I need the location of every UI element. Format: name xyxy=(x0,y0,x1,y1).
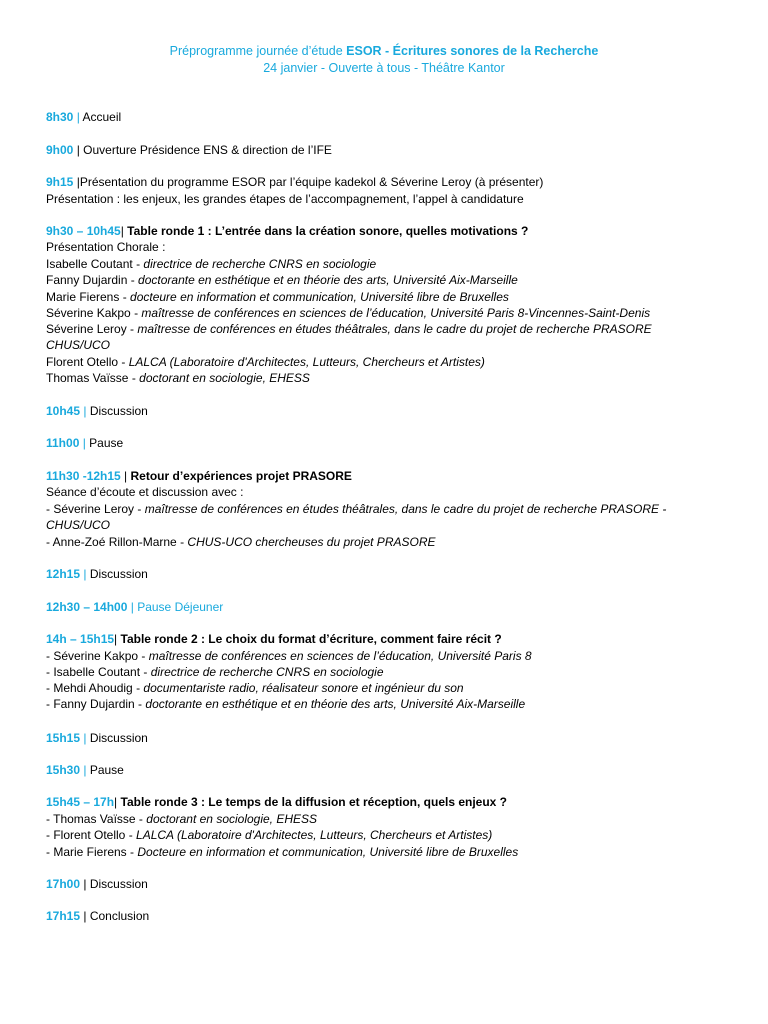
title-esor: ESOR xyxy=(346,44,382,58)
slot-retour-experiences xyxy=(46,468,352,484)
slot-pause-dejeuner xyxy=(46,599,223,615)
slot-time: 17h00 xyxy=(46,877,81,891)
speaker-line xyxy=(46,534,436,550)
speaker-line xyxy=(46,664,384,680)
slot-time: 11h00 xyxy=(46,436,80,450)
speaker-role: maîtresse de conférences en études théâtrales, dans le cadre du projet de recherche PRASORE xyxy=(137,322,652,336)
speaker-line xyxy=(46,844,518,860)
speaker-role: doctorante en esthétique et en théorie des arts, Université Aix-Marseille xyxy=(145,697,526,711)
speaker-role: doctorant en sociologie, EHESS xyxy=(146,812,318,826)
speaker-role: documentariste radio, réalisateur sonore et ingénieur du son xyxy=(143,681,464,695)
speaker-role: directrice de recherche CNRS en sociologie xyxy=(150,665,384,679)
speaker-role: directrice de recherche CNRS en sociologie xyxy=(143,257,377,271)
slot-separator: | xyxy=(79,436,90,450)
slot-label: Ouverture Présidence ENS & direction de l’IFE xyxy=(83,143,332,157)
speaker-dash: - xyxy=(119,290,131,304)
slot-conclusion xyxy=(46,908,149,924)
speaker-name: - Thomas Vaïsse xyxy=(46,812,136,826)
speaker-dash: - xyxy=(135,812,147,826)
slot-separator: | xyxy=(80,404,90,418)
speaker-role: maîtresse de conférences en sciences de l’éducation, Université Paris 8-Vincennes-Saint-Denis xyxy=(141,306,651,320)
speaker-line xyxy=(46,811,317,827)
speaker-line xyxy=(46,680,464,696)
slot-label: Présentation du programme ESOR par l’équipe kadekol & Séverine Leroy (à présenter) xyxy=(79,175,544,189)
speaker-name: - Anne-Zoé Rillon-Marne xyxy=(46,535,177,549)
slot-time: 14h – 15h15 xyxy=(46,632,115,646)
slot-separator: | xyxy=(80,567,90,581)
slot-title: Table ronde 3 : Le temps de la diffusion et réception, quels enjeux ? xyxy=(120,795,508,809)
slot-time: 8h30 xyxy=(46,110,74,124)
speaker-dash: - xyxy=(132,257,144,271)
slot-label: Pause xyxy=(89,436,124,450)
slot-label: Pause Déjeuner xyxy=(137,600,224,614)
speaker-role: maîtresse de conférences en études théâtrales, dans le cadre du projet de recherche PRASORE - xyxy=(144,502,667,516)
speaker-name: - Mehdi Ahoudig xyxy=(46,681,133,695)
slot-label: Discussion xyxy=(89,567,148,581)
slot-separator: | xyxy=(80,877,90,891)
speaker-role: maîtresse de conférences en sciences de l’éducation, Université Paris 8 xyxy=(148,649,532,663)
slot-title: Retour d’expériences projet PRASORE xyxy=(130,469,352,483)
speaker-dash: - xyxy=(140,665,151,679)
slot-separator: | xyxy=(73,175,80,189)
speaker-name: Séverine Kakpo xyxy=(46,306,131,320)
slot-time: 17h15 xyxy=(46,909,81,923)
speaker-name: Fanny Dujardin xyxy=(46,273,128,287)
speaker-name: Thomas Vaïsse xyxy=(46,371,129,385)
slot-time: 12h15 xyxy=(46,567,81,581)
speaker-dash: - xyxy=(118,355,129,369)
speaker-name: Florent Otello xyxy=(46,355,119,369)
slot-presentation xyxy=(46,174,543,190)
speaker-line xyxy=(46,321,652,337)
slot-table-ronde-3 xyxy=(46,794,507,810)
speaker-dash: - xyxy=(125,828,137,842)
speaker-role: LALCA (Laboratoire d'Architectes, Lutteurs, Chercheurs et Artistes) xyxy=(136,828,493,842)
slot-intro: Séance d’écoute et discussion avec : xyxy=(46,485,244,499)
speaker-name: - Florent Otello xyxy=(46,828,126,842)
slot-title: Table ronde 1 : L’entrée dans la création sonore, quelles motivations ? xyxy=(127,224,529,238)
slot-accueil xyxy=(46,109,121,125)
speaker-role: docteure en information et communication, Université libre de Bruxelles xyxy=(130,290,509,304)
slot-time: 9h15 xyxy=(46,175,74,189)
speaker-role: CHUS/UCO xyxy=(46,338,111,352)
slot-discussion xyxy=(46,730,148,746)
speaker-dash: - xyxy=(130,306,142,320)
speaker-dash: - xyxy=(126,322,138,336)
slot-pause xyxy=(46,762,124,778)
title-prefix: Préprogramme journée d’étude xyxy=(169,44,347,58)
speaker-name: - Marie Fierens xyxy=(46,845,127,859)
slot-time: 15h15 xyxy=(46,731,81,745)
speaker-line xyxy=(46,305,650,321)
speaker-name: Marie Fierens xyxy=(46,290,120,304)
speaker-line xyxy=(46,501,666,517)
slot-separator: | xyxy=(73,110,83,124)
slot-table-ronde-2 xyxy=(46,631,502,647)
speaker-name: - Fanny Dujardin xyxy=(46,697,135,711)
speaker-dash: - xyxy=(138,649,149,663)
speaker-role: LALCA (Laboratoire d'Architectes, Lutteurs, Chercheurs et Artistes) xyxy=(128,355,485,369)
speaker-dash: - xyxy=(176,535,188,549)
slot-time: 9h00 xyxy=(46,143,74,157)
slot-title: Table ronde 2 : Le choix du format d’écriture, comment faire récit ? xyxy=(120,632,502,646)
document-subtitle: 24 janvier - Ouverte à tous - Théâtre Kantor xyxy=(263,61,505,75)
slot-table-ronde-1 xyxy=(46,223,528,239)
speaker-line xyxy=(46,827,492,843)
slot-discussion xyxy=(46,876,148,892)
slot-time: 10h45 xyxy=(46,404,81,418)
slot-time: 15h30 xyxy=(46,763,81,777)
slot-time: 11h30 -12h15 xyxy=(46,469,121,483)
slot-label: Discussion xyxy=(89,404,148,418)
speaker-dash: - xyxy=(134,697,146,711)
speaker-role: Docteure en information et communication, Université libre de Bruxelles xyxy=(137,845,519,859)
slot-separator: | xyxy=(127,600,138,614)
document-title xyxy=(0,44,768,58)
speaker-line xyxy=(46,370,310,386)
speaker-name: - Isabelle Coutant xyxy=(46,665,141,679)
speaker-dash: - xyxy=(134,502,145,516)
slot-presentation-detail: Présentation : les enjeux, les grandes étapes de l’accompagnement, l’appel à candidature xyxy=(46,192,524,206)
slot-label: Discussion xyxy=(89,731,148,745)
slot-separator: | xyxy=(114,795,121,809)
slot-separator: | xyxy=(73,143,84,157)
speaker-name: Séverine Leroy xyxy=(46,322,127,336)
slot-discussion xyxy=(46,403,148,419)
slot-pause xyxy=(46,435,123,451)
speaker-dash: - xyxy=(128,371,140,385)
slot-time: 12h30 – 14h00 xyxy=(46,600,128,614)
slot-separator: | xyxy=(120,469,131,483)
slot-label: Accueil xyxy=(82,110,122,124)
slot-separator: | xyxy=(120,224,128,238)
speaker-line xyxy=(46,354,485,370)
speaker-line-continuation xyxy=(46,337,110,353)
slot-separator: | xyxy=(80,763,90,777)
speaker-line-continuation xyxy=(46,517,110,533)
speaker-line xyxy=(46,256,376,272)
speaker-dash: - xyxy=(132,681,144,695)
speaker-name: Isabelle Coutant xyxy=(46,257,133,271)
slot-separator: | xyxy=(114,632,121,646)
speaker-line xyxy=(46,289,509,305)
speaker-line xyxy=(46,696,525,712)
speaker-line xyxy=(46,272,518,288)
speaker-dash: - xyxy=(127,273,139,287)
slot-time: 15h45 – 17h xyxy=(46,795,115,809)
speaker-role: CHUS-UCO chercheuses du projet PRASORE xyxy=(187,535,436,549)
speaker-dash: - xyxy=(126,845,138,859)
slot-time: 9h30 – 10h45 xyxy=(46,224,121,238)
slot-discussion xyxy=(46,566,148,582)
slot-label: Pause xyxy=(89,763,124,777)
speaker-line xyxy=(46,648,532,664)
speaker-name: - Séverine Kakpo xyxy=(46,649,139,663)
speaker-role: doctorant en sociologie, EHESS xyxy=(139,371,310,385)
slot-label: Discussion xyxy=(89,877,148,891)
speaker-role: CHUS/UCO xyxy=(46,518,111,532)
slot-label: Conclusion xyxy=(89,909,150,923)
slot-separator: | xyxy=(80,731,90,745)
slot-intro: Présentation Chorale : xyxy=(46,240,166,254)
slot-ouverture xyxy=(46,142,332,158)
slot-separator: | xyxy=(80,909,90,923)
title-suffix: - Écritures sonores de la Recherche xyxy=(381,44,599,58)
speaker-role: doctorante en esthétique et en théorie des arts, Université Aix-Marseille xyxy=(138,273,518,287)
speaker-name: - Séverine Leroy xyxy=(46,502,135,516)
